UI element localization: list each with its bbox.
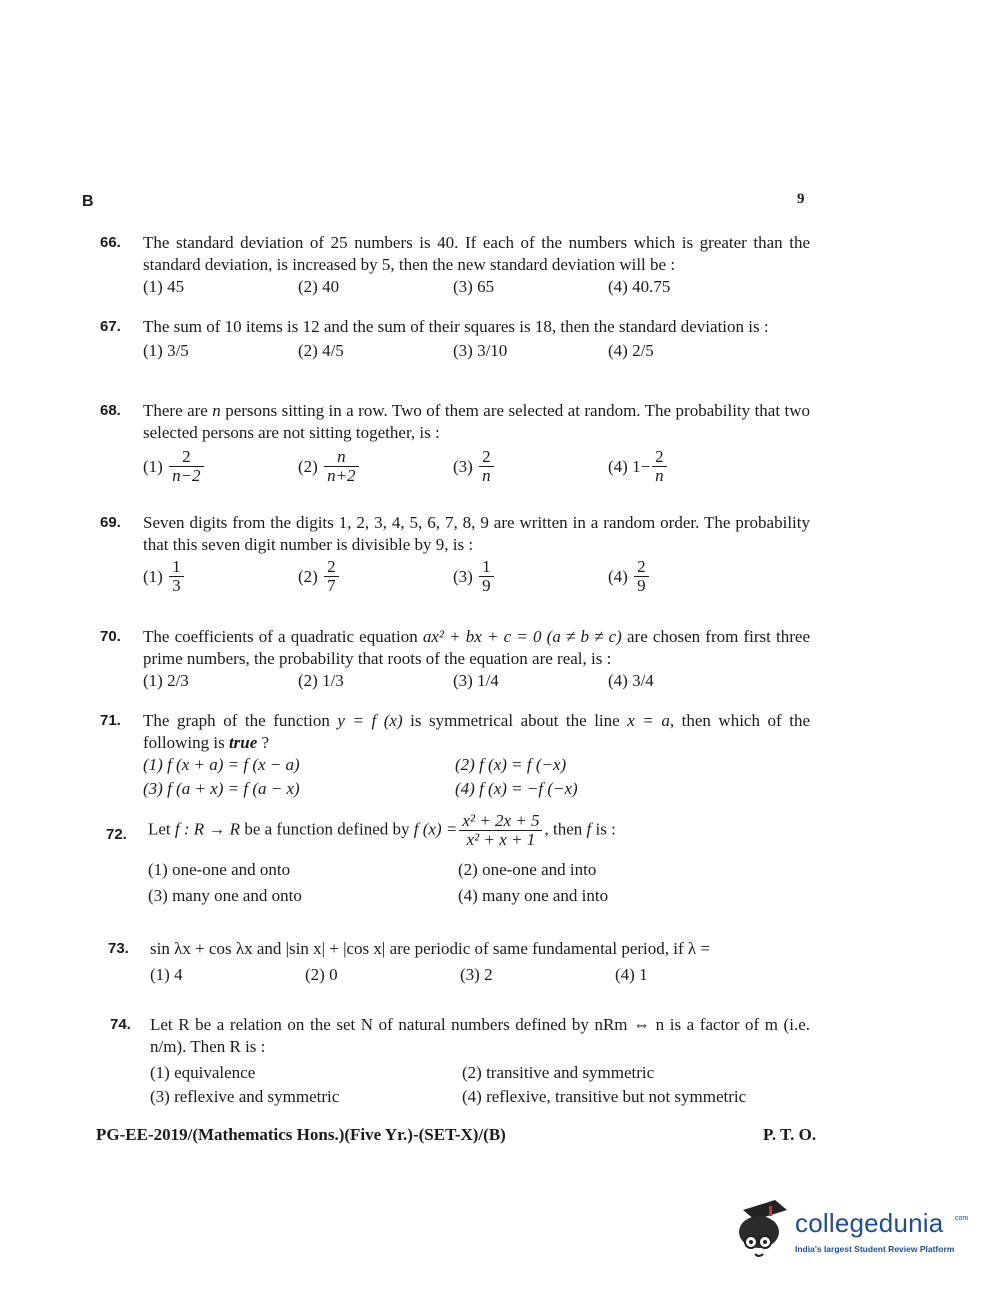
option-2[interactable]: (2) transitive and symmetric: [462, 1063, 655, 1082]
question-67: [100, 316, 810, 362]
option-2[interactable]: (2) one-one and into: [458, 860, 597, 879]
option-4[interactable]: (4) 1: [615, 965, 648, 984]
text-part: , then which of the following is: [143, 711, 810, 752]
denominator: n−2: [169, 466, 203, 485]
option-label: (1): [143, 566, 163, 586]
option-4[interactable]: (4) reflexive, transitive but not symmetric: [462, 1087, 747, 1106]
prefix: 1−: [632, 456, 651, 476]
denominator: 9: [479, 576, 494, 595]
options: [143, 276, 810, 298]
option-2[interactable]: (2) 4/5: [298, 341, 344, 360]
logo-tagline: India's largest Student Review Platform: [795, 1244, 955, 1254]
variable-n: n: [212, 401, 221, 420]
options-row-1: [150, 1062, 810, 1086]
option-2[interactable]: (2) 0: [305, 965, 338, 984]
fraction: [652, 448, 667, 485]
please-turn-over: P. T. O.: [763, 1125, 817, 1144]
question-text: sin λx + cos λx and |sin x| + |cos x| are periodic of same fundamental period, if λ =: [150, 939, 710, 958]
option-1[interactable]: (1) equivalence: [150, 1063, 256, 1082]
text-part: is symmetrical about the line: [402, 711, 628, 730]
question-68: [100, 400, 810, 492]
denominator: 9: [634, 576, 649, 595]
options-row-1: [148, 859, 810, 883]
paper-code: PG-EE-2019/(Mathematics Hons.)(Five Yr.)-(SET-X)/(B): [96, 1125, 506, 1144]
question-number: 74.: [110, 1016, 131, 1033]
denominator: 7: [324, 576, 339, 595]
option-label: (4): [608, 566, 628, 586]
question-text: [143, 626, 810, 670]
question-70: [100, 626, 810, 692]
options: [150, 964, 810, 986]
text-part: be a function defined by: [240, 819, 414, 839]
fraction: [324, 558, 339, 595]
function-expr: y = f (x): [337, 711, 403, 730]
denominator: 3: [169, 576, 184, 595]
option-2[interactable]: [455, 754, 566, 776]
logo-domain: .com: [953, 1215, 969, 1222]
text-part: , then: [544, 819, 587, 839]
option-label: (2): [298, 456, 318, 476]
fraction: [459, 812, 542, 849]
option-3[interactable]: (3) 65: [453, 277, 495, 296]
option-2[interactable]: (2) 1/3: [298, 671, 344, 690]
fraction: [634, 558, 649, 595]
coefficient-condition: (a ≠ b ≠ c): [546, 627, 622, 646]
option-4[interactable]: (4) 2/5: [608, 341, 654, 360]
function-name: f: [586, 819, 592, 839]
option-2[interactable]: (2) 40: [298, 277, 340, 296]
option-1[interactable]: [143, 448, 206, 485]
question-number: 73.: [108, 940, 129, 957]
options: [143, 448, 810, 492]
question-text: Let R be a relation on the set N of natural numbers defined by nRm ⇔ n is a factor of m (i.e. n/m). Then R is :: [150, 1015, 810, 1056]
option-2[interactable]: [298, 448, 361, 485]
mapping-expr: f : R → R: [174, 819, 241, 839]
numerator: n: [337, 447, 346, 466]
booklet-set: B: [82, 193, 94, 210]
question-number: 71.: [100, 712, 121, 729]
text-part: are chosen from first three prime numbers, the probability that roots of the equation are real, is :: [143, 627, 811, 668]
mascot-icon: [739, 1200, 787, 1256]
question-number: 69.: [100, 514, 121, 531]
question-number: 67.: [100, 318, 121, 335]
text-part: Let: [148, 819, 175, 839]
option-4[interactable]: (4) 3/4: [608, 671, 654, 690]
question-74: [100, 1014, 810, 1110]
option-4[interactable]: [608, 448, 669, 485]
option-1[interactable]: (1) 3/5: [143, 341, 189, 360]
option-4[interactable]: [608, 558, 651, 595]
question-text: [143, 400, 810, 444]
numerator: 2: [637, 557, 646, 576]
numerator: 2: [327, 557, 336, 576]
question-number: 68.: [100, 402, 121, 419]
text-part: There are: [143, 401, 213, 420]
option-text: (3) f (a + x) = f (a − x): [143, 779, 300, 798]
option-3[interactable]: (3) 3/10: [453, 341, 508, 360]
fraction: [169, 558, 184, 595]
question-number: 70.: [100, 628, 121, 645]
question-text: [148, 812, 810, 849]
options-row-2: [143, 778, 810, 802]
option-1[interactable]: (1) one-one and onto: [148, 860, 291, 879]
option-label: (3): [453, 456, 473, 476]
logo-wordmark: collegedunia: [795, 1208, 944, 1238]
question-number: 66.: [100, 234, 121, 251]
option-4[interactable]: (4) many one and into: [458, 886, 609, 905]
options-row-2: [148, 885, 810, 909]
fraction: [324, 448, 358, 485]
option-3[interactable]: [453, 558, 496, 595]
page-number: 9: [797, 191, 805, 207]
text-part: The graph of the function: [143, 711, 338, 730]
denominator: n: [479, 466, 494, 485]
text-part: persons sitting in a row. Two of them are selected at random. The probability that two selected persons are not sitting together, is :: [143, 401, 810, 442]
option-1[interactable]: (1) 4: [150, 965, 183, 984]
options-row-1: [143, 754, 810, 778]
option-1[interactable]: [143, 558, 186, 595]
question-text: The sum of 10 items is 12 and the sum of their squares is 18, then the standard deviation is :: [143, 317, 769, 336]
option-1[interactable]: [143, 754, 300, 776]
option-3[interactable]: (3) 1/4: [453, 671, 499, 690]
option-text: (1) f (x + a) = f (x − a): [143, 755, 300, 774]
numerator: 2: [182, 447, 191, 466]
function-expr: f (x) =: [413, 819, 458, 839]
option-2[interactable]: [298, 558, 341, 595]
option-1[interactable]: (1) 45: [143, 277, 185, 296]
quadratic-equation: ax² + bx + c = 0: [422, 627, 542, 646]
text-part: The coefficients of a quadratic equation: [143, 627, 423, 646]
option-3[interactable]: [143, 778, 300, 800]
fraction: [479, 558, 494, 595]
text-part: is :: [591, 819, 616, 839]
denominator: x² + x + 1: [459, 830, 542, 849]
numerator: x² + 2x + 5: [462, 811, 540, 830]
question-number: 72.: [106, 826, 127, 843]
question-66: [100, 232, 810, 298]
numerator: 2: [655, 447, 664, 466]
options: [143, 558, 810, 602]
emphasis-true: true: [228, 733, 258, 752]
question-69: [100, 512, 810, 602]
numerator: 1: [482, 557, 491, 576]
text-part: ?: [257, 733, 270, 752]
fraction: [479, 448, 494, 485]
options-row-2: [150, 1086, 810, 1110]
question-text: The standard deviation of 25 numbers is 40. If each of the numbers which is greater than the standard deviation, is increased by 5, then the new standard deviation will be :: [143, 233, 810, 274]
option-3[interactable]: (3) many one and onto: [148, 886, 302, 905]
question-text: [143, 710, 810, 754]
question-73: [100, 938, 810, 986]
options: [143, 340, 810, 362]
question-71: [100, 710, 810, 802]
denominator: n+2: [324, 466, 358, 485]
option-text: (4) f (x) = −f (−x): [455, 779, 578, 798]
option-3[interactable]: [453, 448, 496, 485]
question-text: Seven digits from the digits 1, 2, 3, 4, 5, 6, 7, 8, 9 are written in a random order. The probability that this seven digit number is divisible by 9, is :: [143, 513, 810, 554]
question-72: [100, 812, 810, 909]
option-text: (2) f (x) = f (−x): [455, 755, 567, 774]
option-4[interactable]: [455, 778, 578, 800]
options: [143, 670, 810, 692]
denominator: n: [652, 466, 667, 485]
line-expr: x = a: [627, 711, 670, 730]
option-label: (1): [143, 456, 163, 476]
option-1[interactable]: (1) 2/3: [143, 671, 189, 690]
option-label: (3): [453, 566, 473, 586]
numerator: 1: [172, 557, 181, 576]
option-3[interactable]: (3) 2: [460, 965, 493, 984]
numerator: 2: [482, 447, 491, 466]
option-label: (2): [298, 566, 318, 586]
option-3[interactable]: (3) reflexive and symmetric: [150, 1087, 340, 1106]
option-4[interactable]: (4) 40.75: [608, 277, 671, 296]
option-label: (4): [608, 456, 628, 476]
fraction: [169, 448, 203, 485]
